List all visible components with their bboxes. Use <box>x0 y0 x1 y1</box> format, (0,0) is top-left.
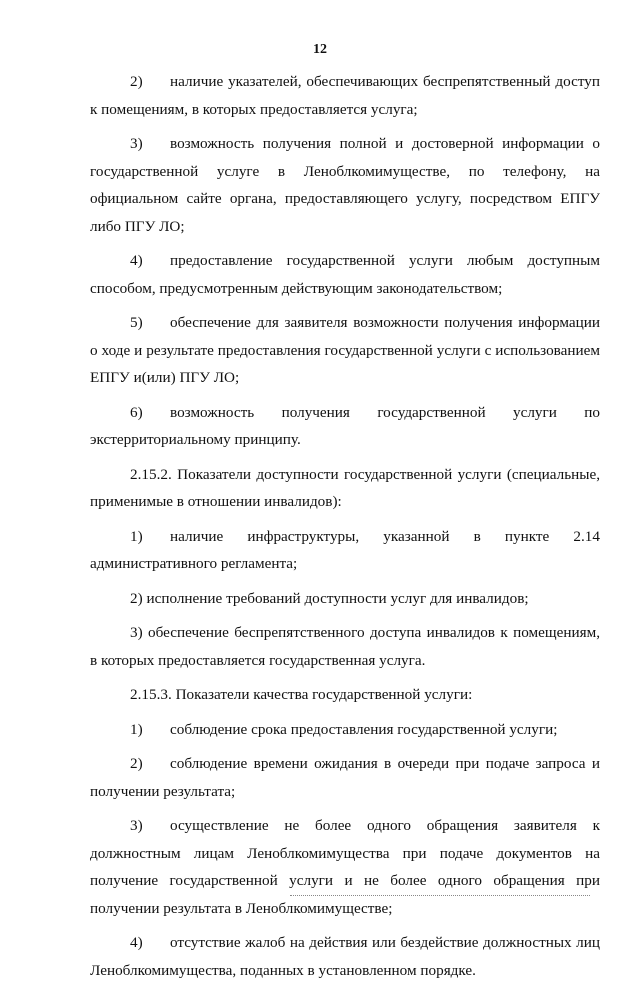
section-heading: 2.15.2. Показатели доступности государственной услуги (специальные, применимые в отношении инвалидов): <box>90 465 600 510</box>
list-item: 2) исполнение требований доступности услуг для инвалидов; <box>130 589 529 607</box>
list-item <box>90 750 600 805</box>
list-item: 3) обеспечение беспрепятственного доступа инвалидов к помещениям, в которых предоставляется государственная услуга. <box>90 624 600 669</box>
list-item <box>90 523 600 578</box>
list-item <box>90 716 600 744</box>
item-text: отсутствие жалоб на действия или бездействие должностных лиц Леноблкомимущества, поданных в установленном порядке. <box>90 934 600 979</box>
item-text: наличие указателей, обеспечивающих беспрепятственный доступ к помещениям, в которых предоставляется услуга; <box>90 73 600 118</box>
item-number: 2) <box>130 73 143 90</box>
item-number: 6) <box>130 403 143 421</box>
item-number: 3) <box>130 817 143 834</box>
list-item <box>90 399 600 454</box>
item-text: возможность получения полной и достоверной информации о государственной услуге в Леноблкомимуществе, по телефону, на официальном сайте органа, предоставляющего услугу, посредством ЕПГУ либо ПГУ ЛО; <box>90 135 600 235</box>
item-number: 1) <box>130 720 143 738</box>
list-item <box>90 130 600 240</box>
item-number: 5) <box>130 314 143 331</box>
item-number: 4) <box>130 252 143 269</box>
document-body <box>90 68 600 991</box>
item-text: соблюдение времени ожидания в очереди при подаче запроса и получении результата; <box>90 755 600 800</box>
section-heading: 2.15.3. Показатели качества государственной услуги: <box>130 686 473 703</box>
list-item <box>90 812 600 922</box>
footer-divider <box>290 895 590 897</box>
item-number: 2) <box>130 755 143 772</box>
list-item <box>90 309 600 392</box>
item-number: 1) <box>130 527 143 545</box>
item-text: предоставление государственной услуги любым доступным способом, предусмотренным действующим законодательством; <box>90 252 600 297</box>
item-text: наличие инфраструктуры, указанной в пункте 2.14 административного регламента; <box>90 527 600 572</box>
item-number: 3) <box>130 135 143 152</box>
page-number: 12 <box>313 42 327 57</box>
item-number: 4) <box>130 934 143 951</box>
item-text: возможность получения государственной услуги по экстерриториальному принципу. <box>90 403 600 448</box>
item-text: обеспечение для заявителя возможности получения информации о ходе и результате предоставления государственной услуги с использованием ЕПГУ и(или) ПГУ ЛО; <box>90 314 600 386</box>
list-item <box>90 929 600 984</box>
list-item <box>90 68 600 123</box>
list-item <box>90 247 600 302</box>
item-text: соблюдение срока предоставления государственной услуги; <box>170 720 558 738</box>
item-text: осуществление не более одного обращения заявителя к должностным лицам Леноблкомимущества при подаче документов на получение государственной услуги и не более одного обращения при получении результата в Леноблкомимуществе; <box>90 817 600 917</box>
